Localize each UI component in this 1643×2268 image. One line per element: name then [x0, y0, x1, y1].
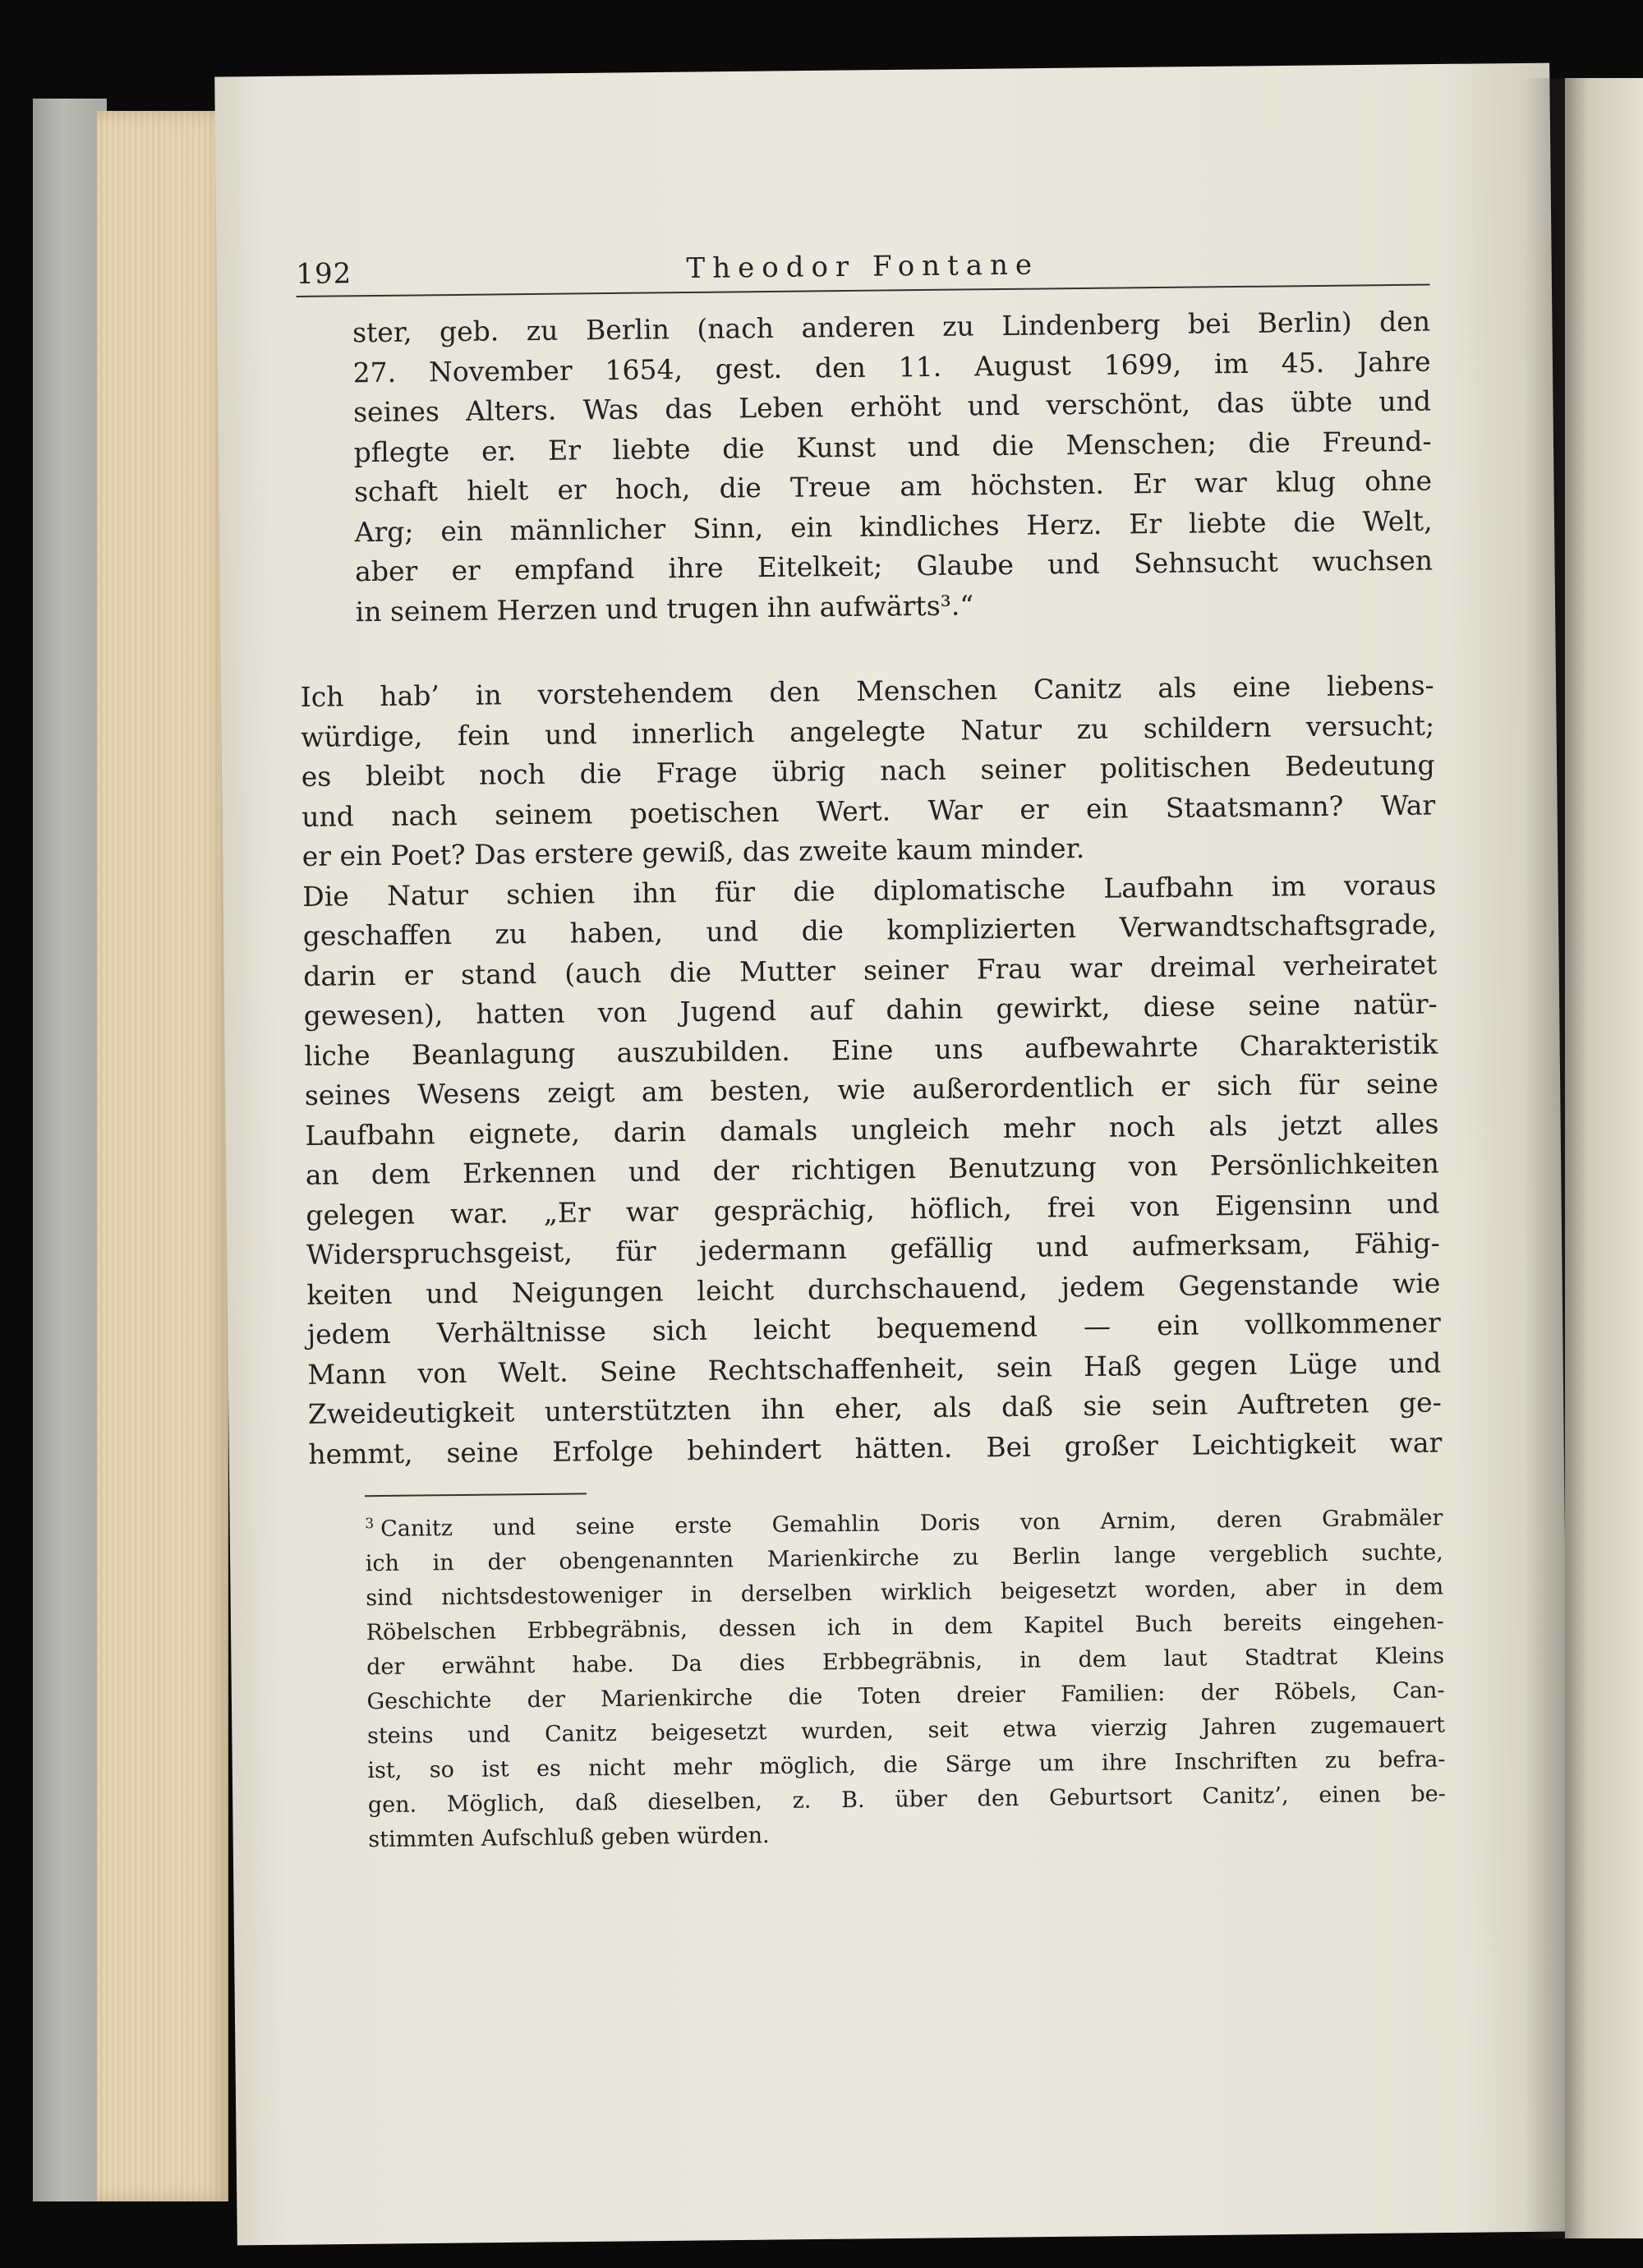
text-line: Zweideutigkeit unterstützten ihn eher, als daß sie sein Auftreten ge- — [307, 1386, 1443, 1430]
text-line: seines Wesens zeigt am besten, wie außerordentlich er sich für seine — [304, 1067, 1438, 1111]
footnote-line: ich in der obengenannten Marienkirche zu Berlin lange vergeblich suchte, — [365, 1539, 1443, 1577]
text-line: liche Beanlagung auszubilden. Eine uns aufbewahrte Charakteristik — [304, 1027, 1438, 1072]
text-line: gewesen), hatten von Jugend auf dahin gewirkt, diese seine natür- — [303, 987, 1438, 1032]
page-content — [296, 235, 1446, 1858]
text-line: geschaffen zu haben, und die komplizierten Verwandtschaftsgrade, — [302, 908, 1437, 952]
footnote-line: Röbelschen Erbbegräbnis, dessen ich in dem Kapitel Buch bereits eingehen- — [366, 1608, 1444, 1646]
footnote-line: Geschichte der Marienkirche die Toten dreier Familien: der Röbels, Can- — [366, 1677, 1445, 1715]
text-line: in seinem Herzen und trugen ihn aufwärts³.“ — [355, 588, 974, 628]
text-line: hemmt, seine Erfolge behindert hätten. Bei großer Leichtigkeit war — [308, 1425, 1443, 1470]
text-line: aber er empfand ihre Eitelkeit; Glaube und Sehnsucht wuchsen — [354, 544, 1434, 588]
footnote-line: ist, so ist es nicht mehr möglich, die Särge um ihre Inschriften zu befra- — [367, 1746, 1446, 1784]
book-cover-edge — [33, 99, 107, 2201]
body-paragraph — [302, 865, 1443, 1474]
footnote-line: stimmten Aufschluß geben würden. — [368, 1823, 770, 1853]
text-line: würdige, fein und innerlich angelegte Natur zu schildern versucht; — [301, 709, 1435, 753]
body-paragraph — [300, 666, 1435, 877]
footnote-text: Canitz und seine erste Gemahlin Doris von Arnim, deren Grabmäler — [380, 1505, 1443, 1543]
text-line: Mann von Welt. Seine Rechtschaffenheit, sein Haß gegen Lüge und — [307, 1346, 1442, 1391]
text-line: darin er stand (auch die Mutter seiner Frau war dreimal verheiratet — [303, 948, 1438, 992]
text-line: Ich hab’ in vorstehendem den Menschen Canitz als eine liebens- — [300, 669, 1434, 713]
page-stack-edge — [97, 111, 228, 2201]
quote-paragraph — [352, 302, 1434, 633]
text-line: Widerspruchsgeist, für jedermann gefällig und aufmerksam, Fähig- — [306, 1226, 1440, 1271]
text-line: seines Alters. Was das Leben erhöht und verschönt, das übte und — [352, 384, 1432, 429]
text-line: gelegen war. „Er war gesprächig, höflich, frei von Eigensinn und — [306, 1186, 1440, 1231]
text-line: ster, geb. zu Berlin (nach anderen zu Lindenberg bei Berlin) den — [352, 305, 1431, 349]
text-line: es bleibt noch die Frage übrig nach seiner politischen Bedeutung — [301, 748, 1435, 793]
footnote-line: steins und Canitz beigesetzt wurden, seit etwa vierzig Jahren zugemauert — [366, 1712, 1446, 1750]
running-title: Theodor Fontane — [686, 248, 1040, 286]
text-line: Laufbahn eignete, darin damals ungleich mehr noch als jetzt alles — [305, 1106, 1439, 1152]
footnote-rule — [365, 1493, 587, 1497]
facing-page-edge — [1565, 78, 1643, 2238]
footnote-marker: 3 — [365, 1516, 375, 1533]
footnote — [365, 1495, 1446, 1857]
footnote-line: der erwähnt habe. Da dies Erbbegräbnis, in dem laut Stadtrat Kleins — [366, 1643, 1445, 1681]
text-line: keiten und Neigungen leicht durchschauend, jedem Gegenstande wie — [306, 1266, 1441, 1311]
page-number: 192 — [296, 257, 352, 291]
text-line: jedem Verhältnisse sich leicht bequemend — ein vollkommener — [306, 1306, 1441, 1350]
text-line: Die Natur schien ihn für die diplomatische Laufbahn im voraus — [302, 868, 1437, 913]
text-line: 27. November 1654, gest. den 11. August 1699, im 45. Jahre — [352, 345, 1431, 389]
text-line: und nach seinem poetischen Wert. War er ein Staatsmann? War — [301, 789, 1436, 833]
footnote-line: gen. Möglich, daß dieselben, z. B. über den Geburtsort Canitz’, einen be- — [367, 1781, 1446, 1819]
text-line: pflegte er. Er liebte die Kunst und die Menschen; die Freund- — [353, 425, 1432, 468]
text-line: Arg; ein männlicher Sinn, ein kindliches Herz. Er liebte die Welt, — [354, 504, 1433, 548]
text-line: an dem Erkennen und der richtigen Benutzung von Persönlichkeiten — [305, 1147, 1439, 1191]
running-head — [296, 235, 1430, 297]
text-line: er ein Poet? Das erstere gewiß, das zweite kaum minder. — [301, 831, 1085, 872]
footnote-line: sind nichtsdestoweniger in derselben wirklich beigesetzt worden, aber in dem — [366, 1574, 1444, 1612]
text-line: schaft hielt er hoch, die Treue am höchsten. Er war klug ohne — [353, 464, 1433, 508]
